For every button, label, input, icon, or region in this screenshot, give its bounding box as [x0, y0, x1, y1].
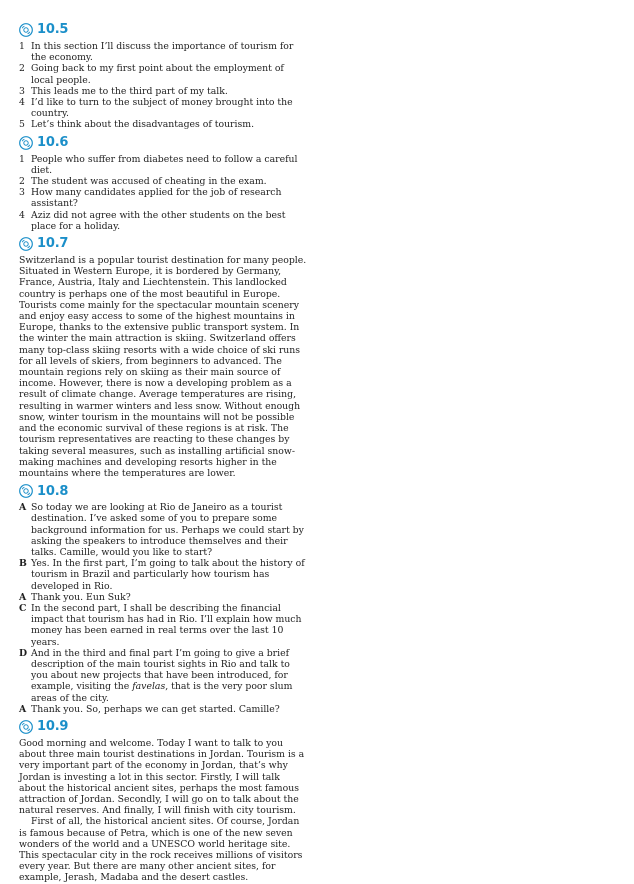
item-text: How many candidates applied for the job of research assistant? — [31, 187, 282, 210]
track-10-9 — [19, 718, 309, 884]
speaker-label: A — [19, 591, 27, 603]
cd-audio-icon — [19, 237, 33, 251]
dialogue-line — [19, 603, 309, 648]
dialogue-text: Thank you. Eun Suk? — [31, 591, 131, 603]
paragraph: Switzerland is a popular tourist destination for many people. Situated in Western Europe, it is bordered by Germany, France, Austria, Italy and Liechtenstein. This landlocked country is perhaps one of the most beautiful in Europe. Tourists come mainly for the spectacular mountain scenery and enjoy easy access to some of the highest mountains in Europe, thanks to the extensive public transport system. In the winter the main attraction is skiing. Switzerland offers many top-class skiing resorts with a wide choice of ski runs for all levels of skiers, from beginners to advanced. The mountain regions rely on skiing as their main source of income. However, there is now a developing problem as a result of climate change. Average temperatures are rising, resulting in warmer winters and less snow. Without enough snow, winter tourism in the mountains will not be possible and the economic survival of these regions is at risk. The tourism representatives are reacting to these changes by taking several measures, such as installing artificial snow-making machines and developing resorts higher in the mountains where the temperatures are lower. — [19, 255, 307, 479]
dialogue-text-part: , that is the very poor slum areas of the city. — [31, 681, 293, 704]
item-number: 2 — [19, 176, 25, 188]
speaker-label: B — [19, 558, 27, 570]
dialogue-text — [31, 648, 309, 704]
item-number: 4 — [19, 209, 25, 221]
item-number: 1 — [19, 153, 25, 165]
track-heading — [19, 134, 309, 152]
track-number: 10.7 — [37, 236, 69, 252]
list-item — [19, 86, 309, 97]
dialogue-line — [19, 502, 309, 558]
list-item — [19, 63, 309, 85]
dialogue-line — [19, 558, 309, 592]
item-number: 1 — [19, 41, 25, 52]
paragraph: First of all, the historical ancient sites. Of course, Jordan is famous because of Petra, which is one of the new seven wonders of the world and a UNESCO world heritage site. This spectacular city in the rock receives millions of visitors every year. But there are many other ancient sites, for example, Jerash, Madaba and the desert castles. — [19, 816, 303, 884]
item-text: Aziz did not agree with the other students on the best place for a holiday. — [31, 209, 286, 232]
speaker-label: A — [19, 703, 27, 715]
cd-audio-icon — [19, 136, 33, 150]
dialogue-text: Yes. In the first part, I’m going to talk about the history of tourism in Brazil and particularly how tourism has developed in Rio. — [31, 558, 305, 592]
dialogue-text: Thank you. So, perhaps we can get started. Camille? — [31, 703, 280, 715]
item-number: 3 — [19, 187, 25, 199]
track-heading — [19, 718, 309, 736]
item-text: This leads me to the third part of my talk. — [31, 85, 228, 97]
dialogue-text: So today we are looking at Rio de Janeiro as a tourist destination. I’ve asked some of you to prepare some background information for us. Perhaps we could start by asking the speakers to introduce themselves and their talks. Camille, would you like to start? — [31, 502, 304, 558]
list-item — [19, 119, 309, 130]
list-item — [19, 97, 309, 119]
track-10-7 — [19, 235, 309, 479]
speaker-label: A — [19, 502, 27, 514]
dialogue-line — [19, 648, 309, 704]
cd-audio-icon — [19, 720, 33, 734]
track-10-8 — [19, 482, 309, 715]
track-heading — [19, 21, 309, 39]
list-item — [19, 210, 309, 232]
item-number: 3 — [19, 85, 25, 97]
italic-term: favelas — [132, 681, 166, 693]
track-heading — [19, 482, 309, 500]
track-10-5 — [19, 21, 309, 131]
list-item — [19, 176, 309, 187]
cd-audio-icon — [19, 23, 33, 37]
speaker-label: D — [19, 647, 28, 659]
dialogue-text-part: And in the third and final part I’m going to give a brief description of the main tourist sights in Rio and talk to you about new projects that have been introduced, for example, visiting the — [31, 647, 290, 693]
paragraph: Good morning and welcome. Today I want to talk to you about three main tourist destinations in Jordan. Tourism is a very important part of the economy in Jordan, that’s why Jordan is investing a lot in this sector. Firstly, I will talk about the historical ancient sites, perhaps the most famous attraction of Jordan. Secondly, I will go on to talk about the natural reserves. And finally, I will finish with city tourism. — [19, 737, 305, 817]
item-text: In this section I’ll discuss the importance of tourism for the economy. — [31, 41, 294, 64]
cd-audio-icon — [19, 484, 33, 498]
item-text: People who suffer from diabetes need to follow a careful diet. — [31, 153, 298, 176]
item-number: 2 — [19, 63, 25, 75]
track-number: 10.5 — [37, 22, 69, 38]
item-text: Let’s think about the disadvantages of tourism. — [31, 119, 255, 131]
list-item — [19, 154, 309, 176]
item-text: Going back to my first point about the employment of local people. — [31, 63, 284, 86]
dialogue-line — [19, 592, 309, 603]
transcript-page — [19, 18, 309, 884]
item-text: I’d like to turn to the subject of money brought into the country. — [31, 97, 293, 120]
item-number: 4 — [19, 97, 25, 109]
list-item — [19, 41, 309, 63]
speaker-label: C — [19, 602, 27, 614]
list-item — [19, 187, 309, 209]
item-number: 5 — [19, 119, 25, 131]
track-number: 10.9 — [37, 719, 69, 735]
track-number: 10.6 — [37, 135, 69, 151]
track-number: 10.8 — [37, 483, 69, 499]
track-heading — [19, 235, 309, 253]
item-text: The student was accused of cheating in the exam. — [31, 176, 267, 188]
dialogue-line — [19, 704, 309, 715]
dialogue-text: In the second part, I shall be describing the financial impact that tourism has had in Rio. I’ll explain how much money has been earned in real terms over the last 10 years. — [31, 602, 302, 648]
track-10-6 — [19, 134, 309, 232]
